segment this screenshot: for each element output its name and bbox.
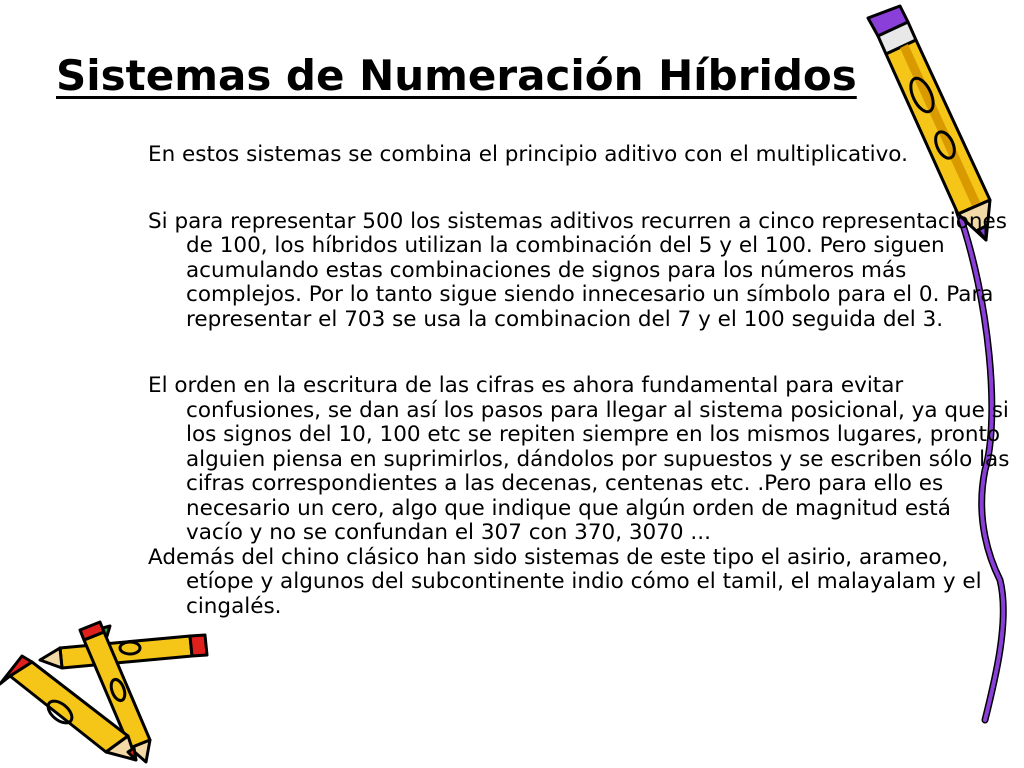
slide-title: Sistemas de Numeración Híbridos — [56, 51, 857, 100]
paragraph-2: Si para representar 500 los sistemas aditivos recurren a cinco representaciones de 100, los híbridos utilizan la combinación del 5 y el 100. Pero siguen acumulando estas combinaciones de signos para los números más complejos. Por lo tanto sigue siendo innecesario un símbolo para el 0. Para representar el 703 se usa la combinacion del 7 y el 100 seguida del 3. — [148, 208, 1007, 332]
paragraph-3: El orden en la escritura de las cifras es ahora fundamental para evitar confusiones, se dan así los pasos para llegar al sistema posicional, ya que si los signos del 10, 100 etc se repiten siempre en los mismos lugares, pronto alguien piensa en suprimirlos, dándolos por supuestos y se escriben sólo las cifras correspondientes a las decenas, centenas etc. .Pero para ello es necesario un cero, algo que indique que algún orden de magnitud está vacío y no se confundan el 307 con 370, 3070 ... — [148, 373, 1010, 545]
slide-body — [148, 143, 1014, 619]
pencils-icon — [0, 610, 210, 768]
paragraph-4: Además del chino clásico han sido sistemas de este tipo el asirio, arameo, etíope y algunos del subcontinente indio cómo el tamil, el malayalam y el cingalés. — [148, 544, 982, 619]
paragraph-1: En estos sistemas se combina el principio aditivo con el multiplicativo. — [148, 142, 908, 167]
